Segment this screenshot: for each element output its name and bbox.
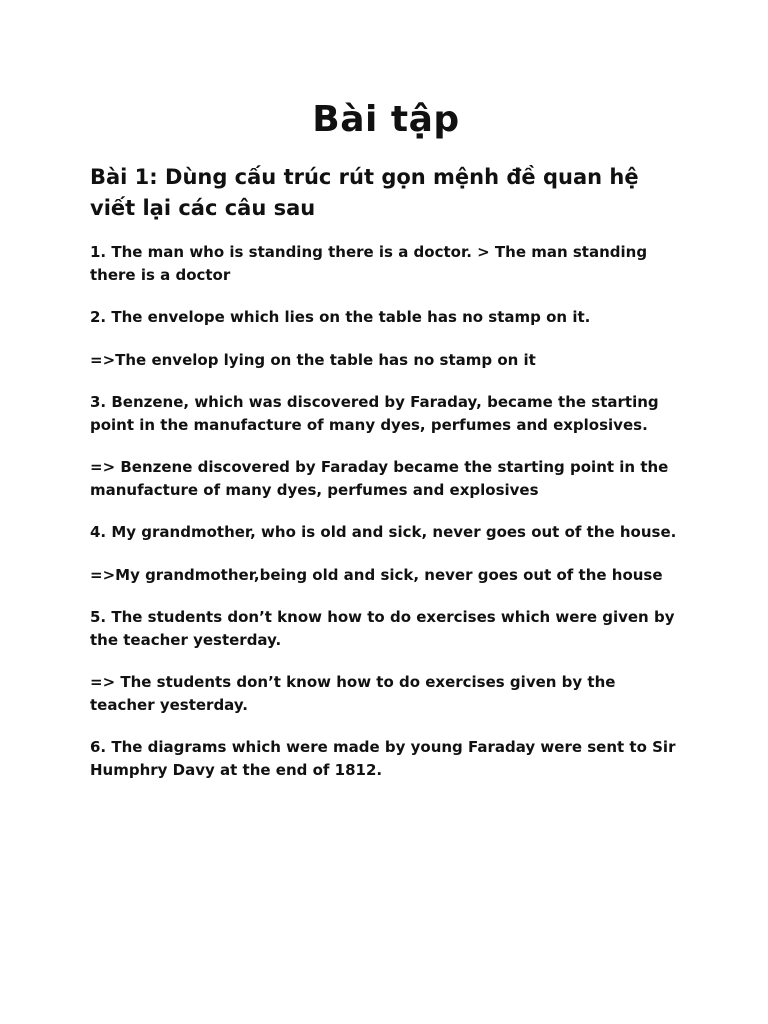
exercise-item-5: 5. The students don’t know how to do exercises which were given by the teacher yesterday. xyxy=(90,608,675,649)
answer-item-4: =>My grandmother,being old and sick, never goes out of the house xyxy=(90,565,663,584)
exercise-item-1: 1. The man who is standing there is a doctor. > The man standing there is a doctor xyxy=(90,243,648,284)
exercise-item-6: 6. The diagrams which were made by young Faraday were sent to Sir Humphry Davy at the end of 1812. xyxy=(90,738,676,779)
answer-item-2: =>The envelop lying on the table has no stamp on it xyxy=(90,350,536,369)
exercise-item-3: 3. Benzene, which was discovered by Faraday, became the starting point in the manufacture of many dyes, perfumes and explosives. xyxy=(90,393,659,434)
exercise-item-2: 2. The envelope which lies on the table has no stamp on it. xyxy=(90,308,591,326)
page-title: Bài tập xyxy=(312,99,460,140)
answer-item-5: => The students don’t know how to do exercises given by the teacher yesterday. xyxy=(90,673,616,714)
answer-item-3: => Benzene discovered by Faraday became the starting point in the manufacture of many dyes, perfumes and explosives xyxy=(90,458,669,499)
exercise-heading: Bài 1: Dùng cấu trúc rút gọn mệnh đề quan hệ viết lại các câu sau xyxy=(90,165,639,220)
exercise-item-4: 4. My grandmother, who is old and sick, never goes out of the house. xyxy=(90,523,677,541)
